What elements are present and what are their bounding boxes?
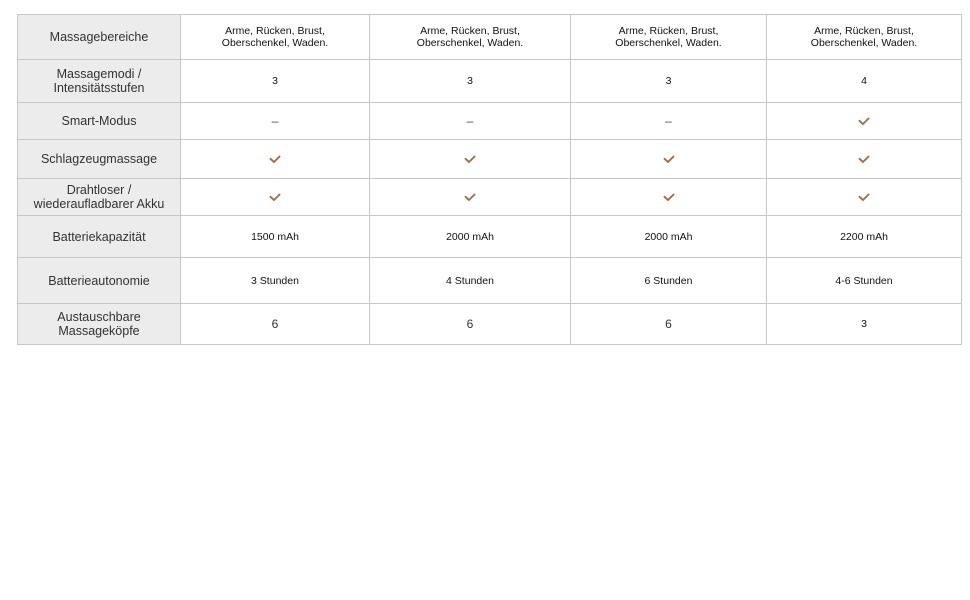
row-header-massagebereiche: Massagebereiche <box>18 15 181 60</box>
table-cell: – <box>370 103 571 140</box>
table-cell <box>767 140 962 179</box>
table-cell <box>370 179 571 216</box>
check-icon <box>464 155 476 164</box>
table-cell: – <box>181 103 370 140</box>
row-header-massagemodi-intensitätsstufen: Massagemodi / Intensitätsstufen <box>18 60 181 103</box>
table-cell: 3 Stunden <box>181 258 370 304</box>
table-cell: 1500 mAh <box>181 216 370 258</box>
table-cell: 6 <box>571 304 767 345</box>
table-cell: 3 <box>370 60 571 103</box>
check-icon <box>858 193 870 202</box>
row-header-schlagzeugmassage: Schlagzeugmassage <box>18 140 181 179</box>
check-icon <box>269 155 281 164</box>
comparison-table <box>17 14 962 345</box>
table-cell: 4 Stunden <box>370 258 571 304</box>
table-cell: – <box>571 103 767 140</box>
table-cell <box>370 140 571 179</box>
table-cell <box>767 103 962 140</box>
table-cell <box>571 179 767 216</box>
table-cell: 6 <box>370 304 571 345</box>
row-header-smart-modus: Smart-Modus <box>18 103 181 140</box>
row-header-austauschbare-massageköpfe: Austauschbare Massageköpfe <box>18 304 181 345</box>
table-cell: 6 <box>181 304 370 345</box>
table-cell: 4-6 Stunden <box>767 258 962 304</box>
check-icon <box>663 193 675 202</box>
check-icon <box>663 155 675 164</box>
check-icon <box>858 155 870 164</box>
table-cell <box>181 179 370 216</box>
table-cell: Arme, Rücken, Brust, Oberschenkel, Waden. <box>181 15 370 60</box>
table-cell: Arme, Rücken, Brust, Oberschenkel, Waden. <box>571 15 767 60</box>
check-icon <box>858 117 870 126</box>
table-cell: Arme, Rücken, Brust, Oberschenkel, Waden. <box>370 15 571 60</box>
row-header-batterieautonomie: Batterieautonomie <box>18 258 181 304</box>
check-icon <box>269 193 281 202</box>
table-cell: Arme, Rücken, Brust, Oberschenkel, Waden. <box>767 15 962 60</box>
table-cell: 3 <box>571 60 767 103</box>
table-cell: 4 <box>767 60 962 103</box>
row-header-batteriekapazität: Batteriekapazität <box>18 216 181 258</box>
table-cell: 2000 mAh <box>571 216 767 258</box>
row-header-drahtloser-wiederaufladbarer-akku: Drahtloser / wiederaufladbarer Akku <box>18 179 181 216</box>
table-cell: 2200 mAh <box>767 216 962 258</box>
table-cell <box>767 179 962 216</box>
table-cell: 3 <box>767 304 962 345</box>
check-icon <box>464 193 476 202</box>
table-cell <box>571 140 767 179</box>
table-cell <box>181 140 370 179</box>
table-cell: 6 Stunden <box>571 258 767 304</box>
table-cell: 2000 mAh <box>370 216 571 258</box>
table-cell: 3 <box>181 60 370 103</box>
